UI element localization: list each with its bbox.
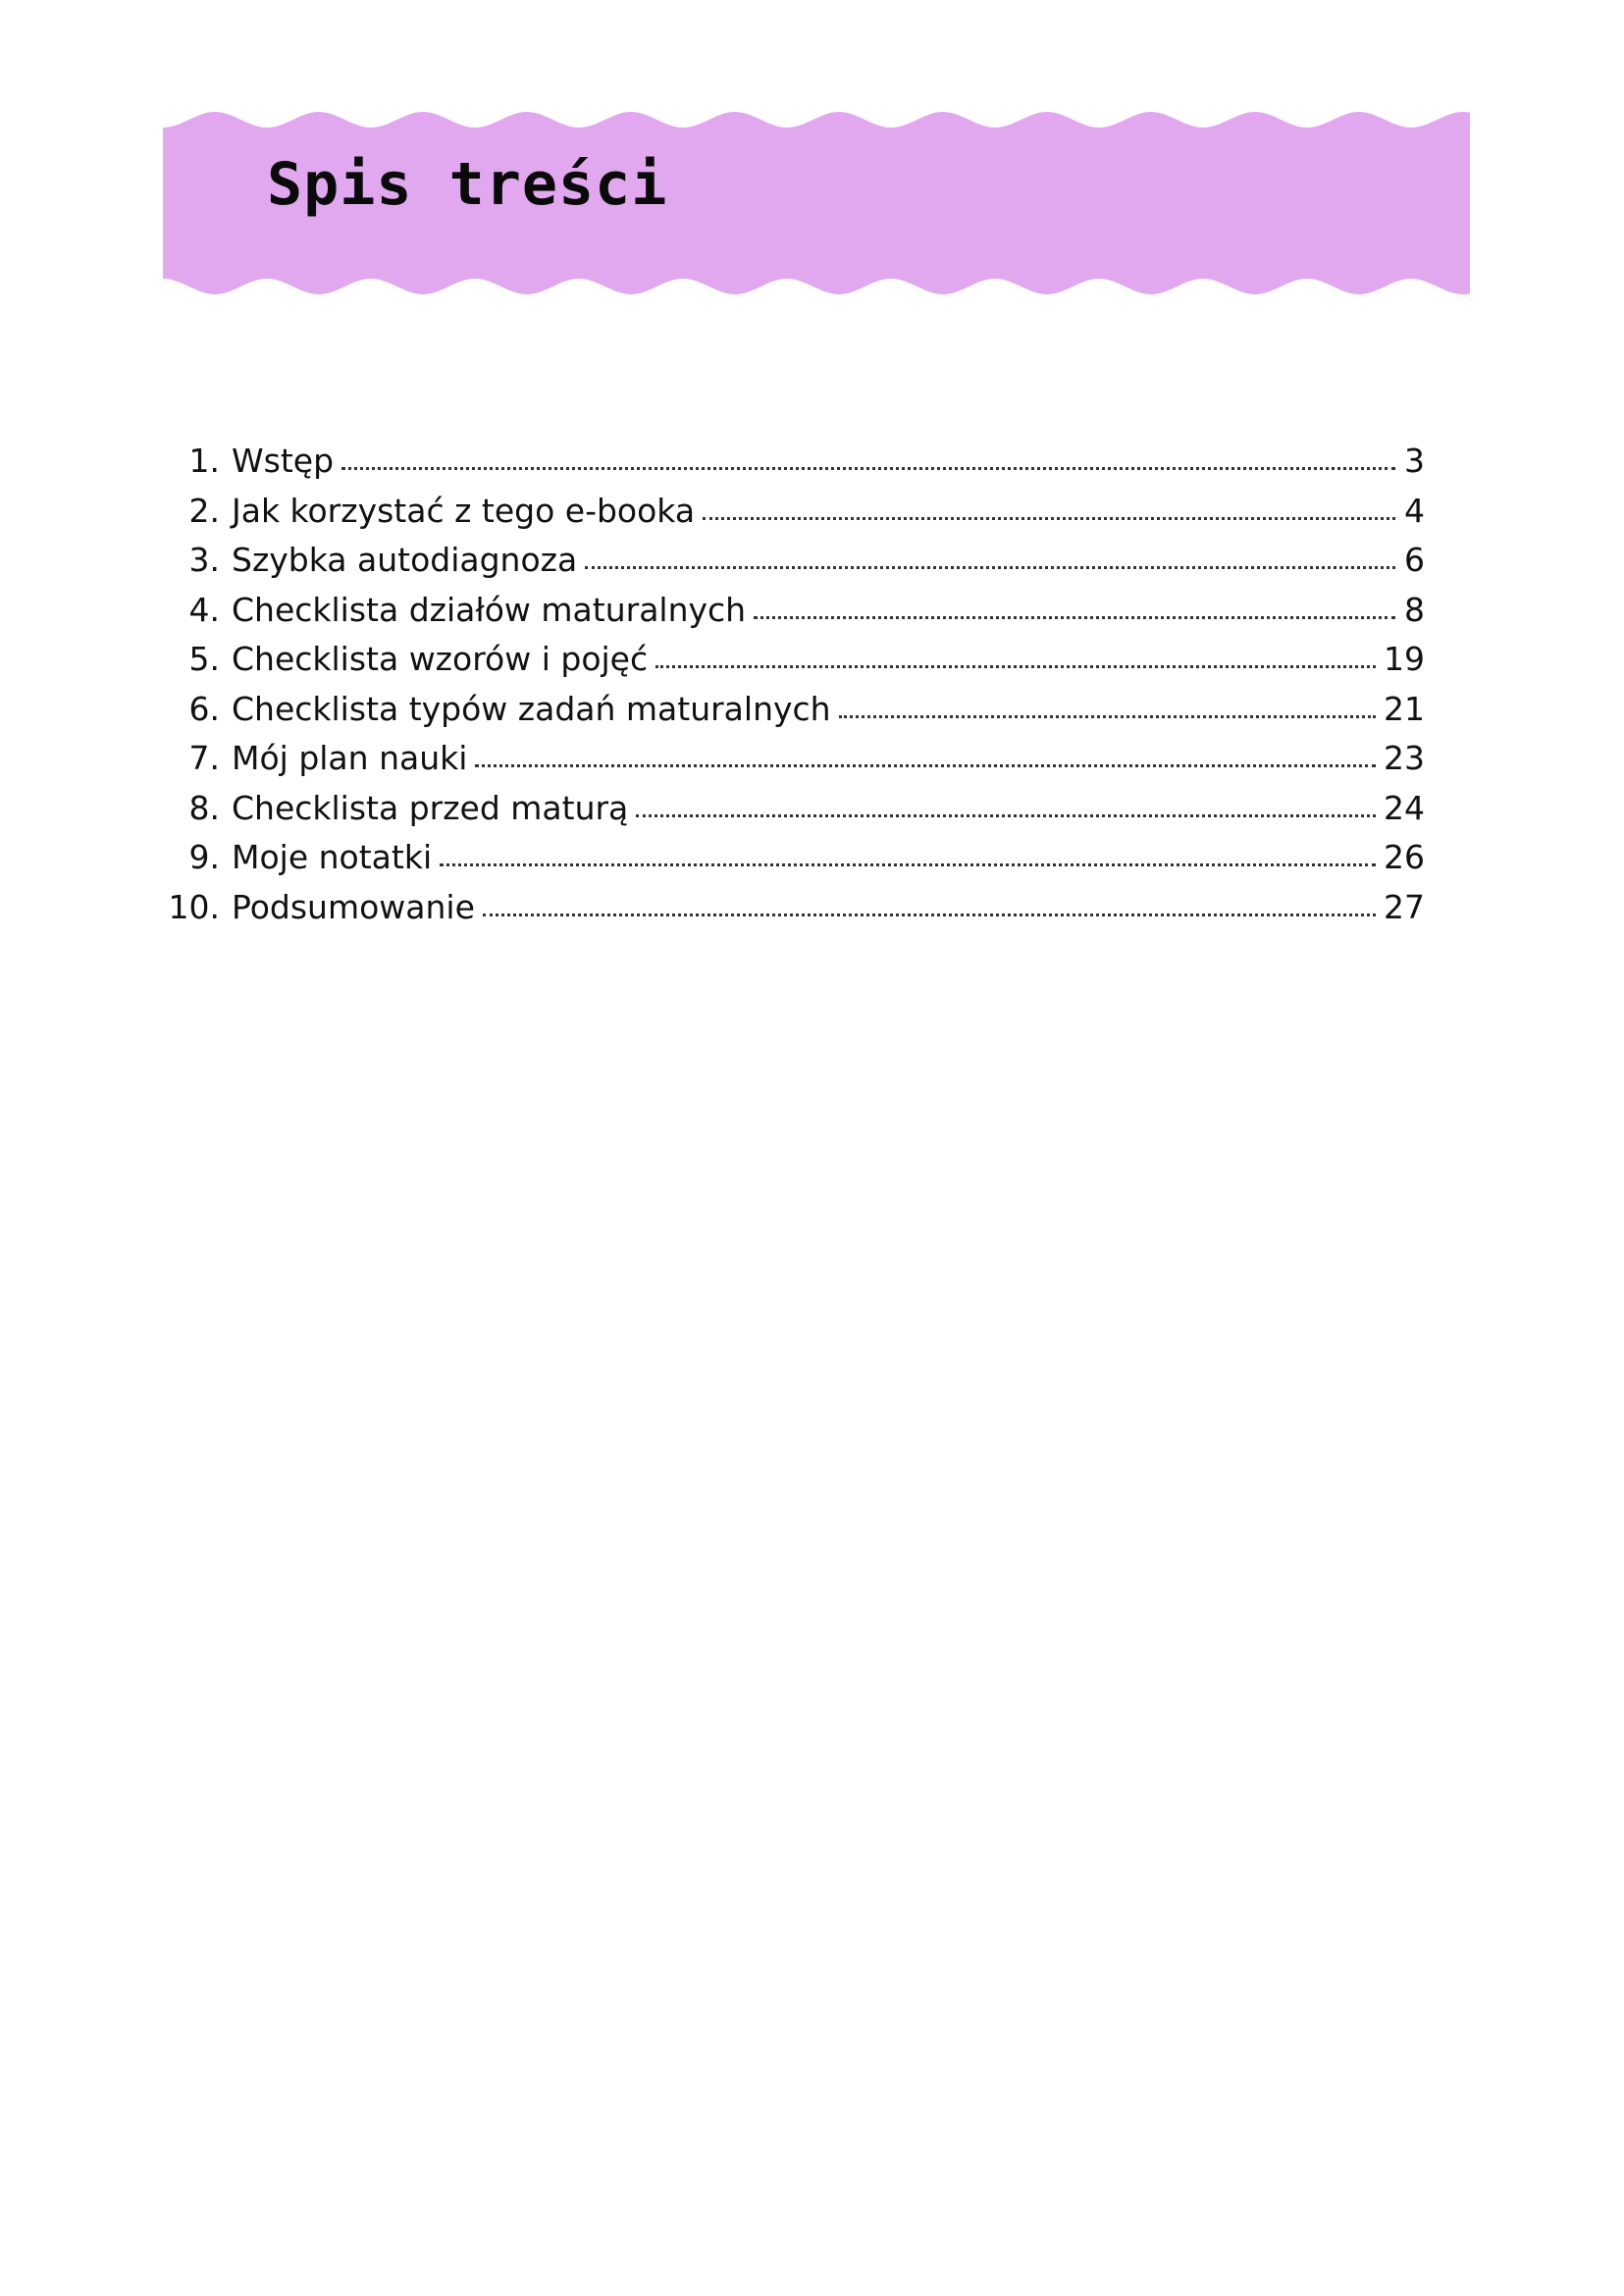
toc-entry-number: 7. (188, 739, 220, 777)
toc-entry[interactable] (157, 541, 1425, 591)
toc-entry[interactable] (157, 442, 1425, 492)
toc-dot-leader (703, 511, 1395, 520)
toc-dot-leader (585, 560, 1395, 569)
title-banner (163, 106, 1470, 300)
toc-entry[interactable] (157, 888, 1425, 938)
toc-entry[interactable] (157, 838, 1425, 888)
toc-entry[interactable] (157, 739, 1425, 789)
toc-dot-leader (440, 858, 1376, 866)
toc-entry-number: 1. (188, 442, 220, 480)
toc-entry-label: Checklista przed maturą (232, 788, 629, 827)
toc-entry[interactable] (157, 690, 1425, 740)
toc-dot-leader (839, 709, 1376, 718)
toc-entry-label: Wstęp (232, 442, 335, 480)
toc-dot-leader (655, 659, 1376, 668)
toc-entry-number: 10. (168, 887, 220, 926)
toc-dot-leader (636, 809, 1376, 817)
toc-entry-page: 26 (1384, 838, 1425, 876)
toc-entry-page: 4 (1404, 491, 1425, 530)
toc-entry-page: 21 (1384, 689, 1425, 728)
toc-entry[interactable] (157, 492, 1425, 542)
page-title: Spis treści (267, 150, 668, 219)
toc-entry-page: 24 (1384, 788, 1425, 827)
toc-entry-label: Moje notatki (232, 838, 433, 876)
toc-entry-page: 6 (1404, 541, 1425, 579)
toc-entry[interactable] (157, 640, 1425, 690)
toc-entry-page: 27 (1384, 887, 1425, 926)
toc-entry-number: 6. (188, 689, 220, 728)
toc-entry-number: 5. (188, 640, 220, 678)
toc-entry-label: Checklista działów maturalnych (232, 590, 747, 629)
toc-dot-leader (754, 610, 1395, 619)
toc-entry-page: 19 (1384, 640, 1425, 678)
toc-entry-label: Checklista wzorów i pojęć (232, 640, 649, 678)
toc-entry-number: 2. (188, 491, 220, 530)
toc-entry-page: 3 (1404, 442, 1425, 480)
toc-entry-page: 8 (1404, 590, 1425, 629)
toc-entry[interactable] (157, 789, 1425, 839)
toc-entry-label: Szybka autodiagnoza (232, 541, 578, 579)
toc-entry-number: 8. (188, 788, 220, 827)
toc-entry-label: Jak korzystać z tego e-booka (232, 491, 696, 530)
table-of-contents (157, 442, 1425, 937)
toc-entry-number: 4. (188, 590, 220, 629)
toc-entry-page: 23 (1384, 739, 1425, 777)
toc-entry-label: Podsumowanie (232, 887, 475, 926)
toc-dot-leader (475, 758, 1376, 767)
toc-entry[interactable] (157, 591, 1425, 641)
toc-entry-number: 9. (188, 838, 220, 876)
toc-dot-leader (483, 908, 1376, 916)
toc-dot-leader (341, 461, 1395, 470)
toc-entry-label: Checklista typów zadań maturalnych (232, 689, 831, 728)
toc-entry-label: Mój plan nauki (232, 739, 468, 777)
toc-entry-number: 3. (188, 541, 220, 579)
